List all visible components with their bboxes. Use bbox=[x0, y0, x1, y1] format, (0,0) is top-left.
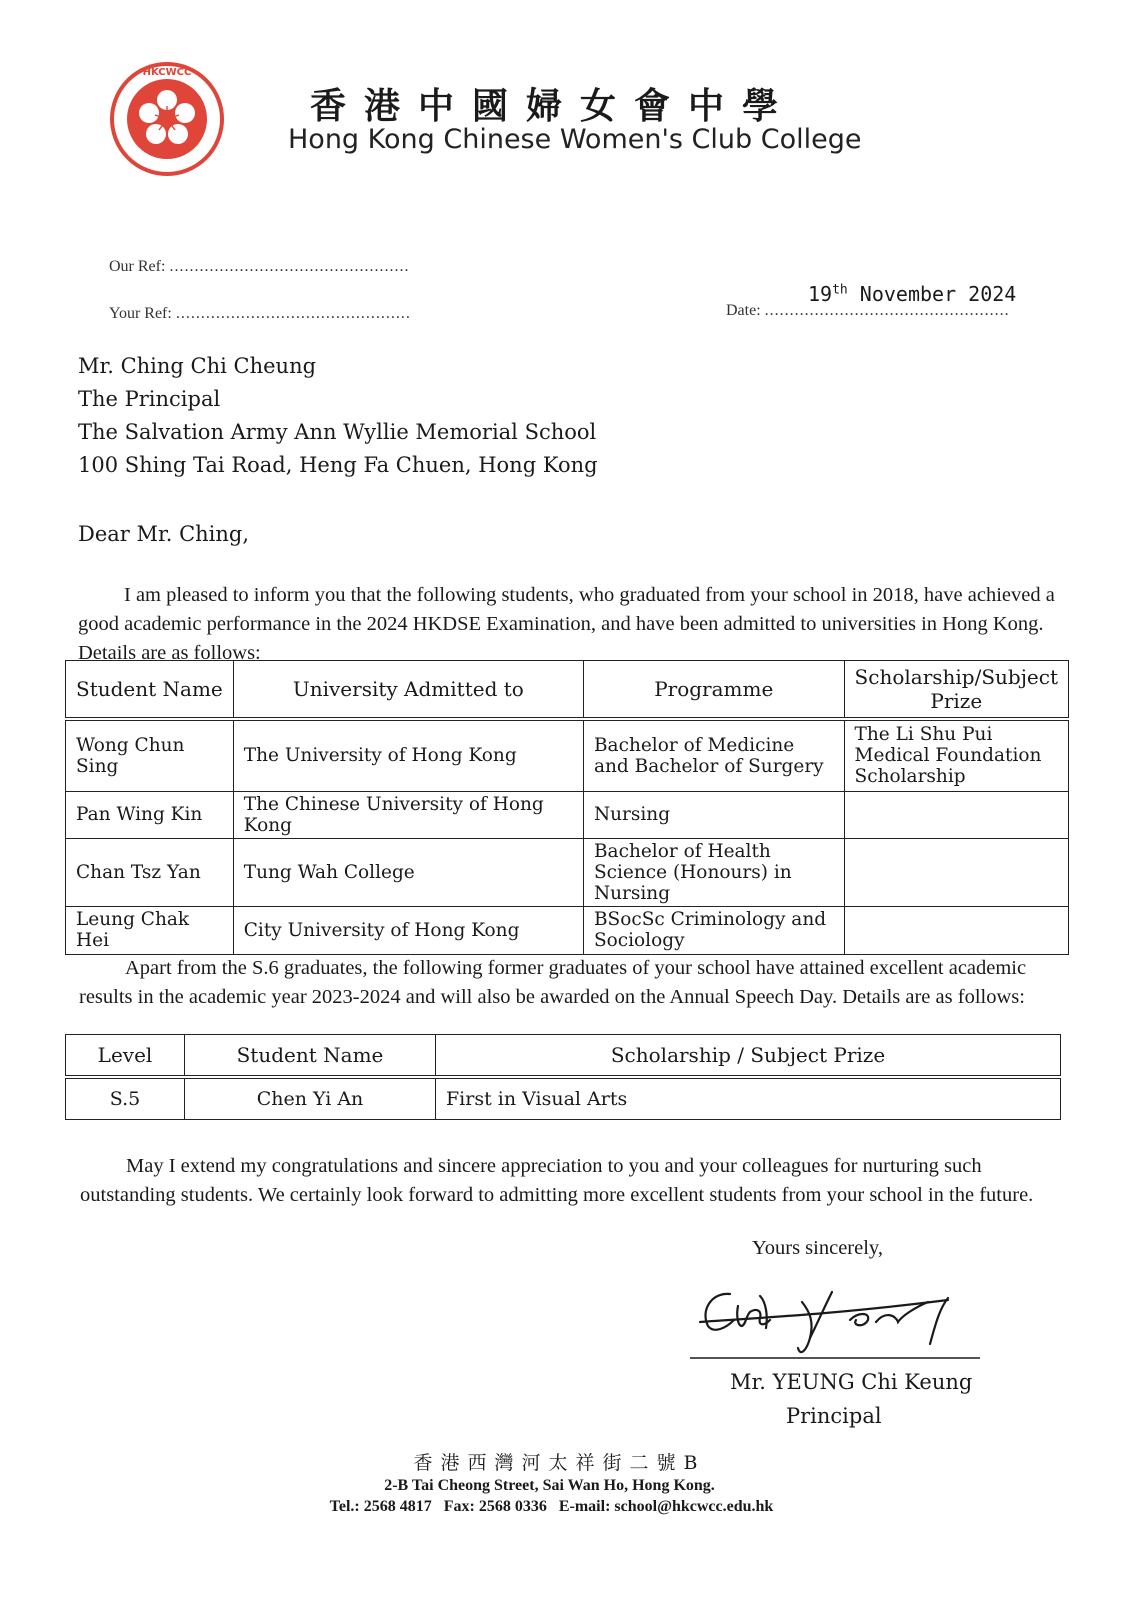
date-label: Date: bbox=[726, 302, 761, 319]
col-student-name: Student Name bbox=[66, 661, 234, 720]
student-name-cell: Wong Chun Sing bbox=[66, 719, 234, 791]
table-row bbox=[66, 719, 1069, 791]
university-cell: Tung Wah College bbox=[233, 838, 583, 906]
col-scholarship: Scholarship/Subject Prize bbox=[844, 661, 1068, 720]
our-ref: Our Ref: ................................................ bbox=[109, 258, 410, 275]
col-programme: Programme bbox=[583, 661, 844, 720]
handwritten-signature bbox=[690, 1282, 980, 1362]
your-ref-label: Your Ref: bbox=[109, 305, 172, 322]
col-level: Level bbox=[66, 1035, 185, 1078]
level-cell: S.5 bbox=[66, 1077, 185, 1119]
scholarship-cell bbox=[844, 906, 1068, 954]
paragraph-former-graduates: Apart from the S.6 graduates, the following former graduates of your school have attained excellent academic results in the academic year 2023-2024 and will also be awarded on the Annual Speech Day. Details are as follows: bbox=[79, 957, 1027, 1008]
our-ref-label: Our Ref: bbox=[109, 258, 166, 275]
footer-contact: Tel.: 2568 4817 Fax: 2568 0336 E-mail: school@hkcwcc.edu.hk bbox=[329, 1498, 774, 1515]
university-cell: City University of Hong Kong bbox=[233, 906, 583, 954]
closing-phrase: Yours sincerely, bbox=[752, 1237, 883, 1259]
student-name-cell: Leung Chak Hei bbox=[66, 906, 234, 954]
footer-address-english: 2-B Tai Cheong Street, Sai Wan Ho, Hong Kong. bbox=[384, 1477, 715, 1494]
paragraph-closing: May I extend my congratulations and sincere appreciation to you and your colleagues for nurturing such outstanding students. We certainly look forward to admitting more excellent students from your school in the future. bbox=[80, 1155, 1034, 1206]
col-prize: Scholarship / Subject Prize bbox=[436, 1035, 1061, 1078]
programme-cell: BSocSc Criminology and Sociology bbox=[583, 906, 844, 954]
school-name-chinese: 香港中國婦女會中學 bbox=[310, 85, 797, 127]
scholarship-cell bbox=[844, 838, 1068, 906]
date-line: Date: ................................................. bbox=[726, 302, 1010, 319]
recipient-address: 100 Shing Tai Road, Heng Fa Chuen, Hong Kong bbox=[78, 453, 598, 477]
table-row bbox=[66, 791, 1069, 838]
programme-cell: Bachelor of Health Science (Honours) in Nursing bbox=[583, 838, 844, 906]
university-cell: The University of Hong Kong bbox=[233, 719, 583, 791]
scholarship-cell: The Li Shu Pui Medical Foundation Scholarship bbox=[844, 719, 1068, 791]
prize-cell: First in Visual Arts bbox=[436, 1077, 1061, 1119]
recipient-name: Mr. Ching Chi Cheung bbox=[78, 354, 317, 378]
school-logo bbox=[110, 62, 224, 176]
prizes-table bbox=[65, 1034, 1061, 1120]
student-name-cell: Chan Tsz Yan bbox=[66, 838, 234, 906]
date-value: 19th November 2024 bbox=[808, 282, 1017, 306]
logo-letters: HKCWCC bbox=[142, 67, 192, 78]
student-name-cell: Pan Wing Kin bbox=[66, 791, 234, 838]
table-header-row bbox=[66, 1035, 1061, 1078]
your-ref: Your Ref: ............................................... bbox=[109, 305, 411, 322]
recipient-title: The Principal bbox=[78, 387, 221, 411]
salutation: Dear Mr. Ching, bbox=[78, 522, 250, 546]
programme-cell: Bachelor of Medicine and Bachelor of Surgery bbox=[583, 719, 844, 791]
signatory-name: Mr. YEUNG Chi Keung bbox=[730, 1370, 973, 1394]
school-name-english: Hong Kong Chinese Women's Club College bbox=[288, 124, 862, 155]
table-row bbox=[66, 1077, 1061, 1119]
col-student-name: Student Name bbox=[185, 1035, 436, 1078]
programme-cell: Nursing bbox=[583, 791, 844, 838]
university-cell: The Chinese University of Hong Kong bbox=[233, 791, 583, 838]
signatory-title: Principal bbox=[786, 1404, 882, 1428]
scholarship-cell bbox=[844, 791, 1068, 838]
table-header-row bbox=[66, 661, 1069, 720]
table-row bbox=[66, 906, 1069, 954]
student-name-cell: Chen Yi An bbox=[185, 1077, 436, 1119]
recipient-school: The Salvation Army Ann Wyllie Memorial School bbox=[78, 420, 597, 444]
admissions-table bbox=[65, 660, 1069, 955]
table-row bbox=[66, 838, 1069, 906]
footer-address-chinese: 香港西灣河太祥街二號B bbox=[413, 1452, 706, 1474]
paragraph-intro: I am pleased to inform you that the following students, who graduated from your school in 2018, have achieved a good academic performance in the 2024 HKDSE Examination, and have been admitted to universities in Hong Kong. Details are as follows: bbox=[78, 584, 1055, 664]
col-university: University Admitted to bbox=[233, 661, 583, 720]
